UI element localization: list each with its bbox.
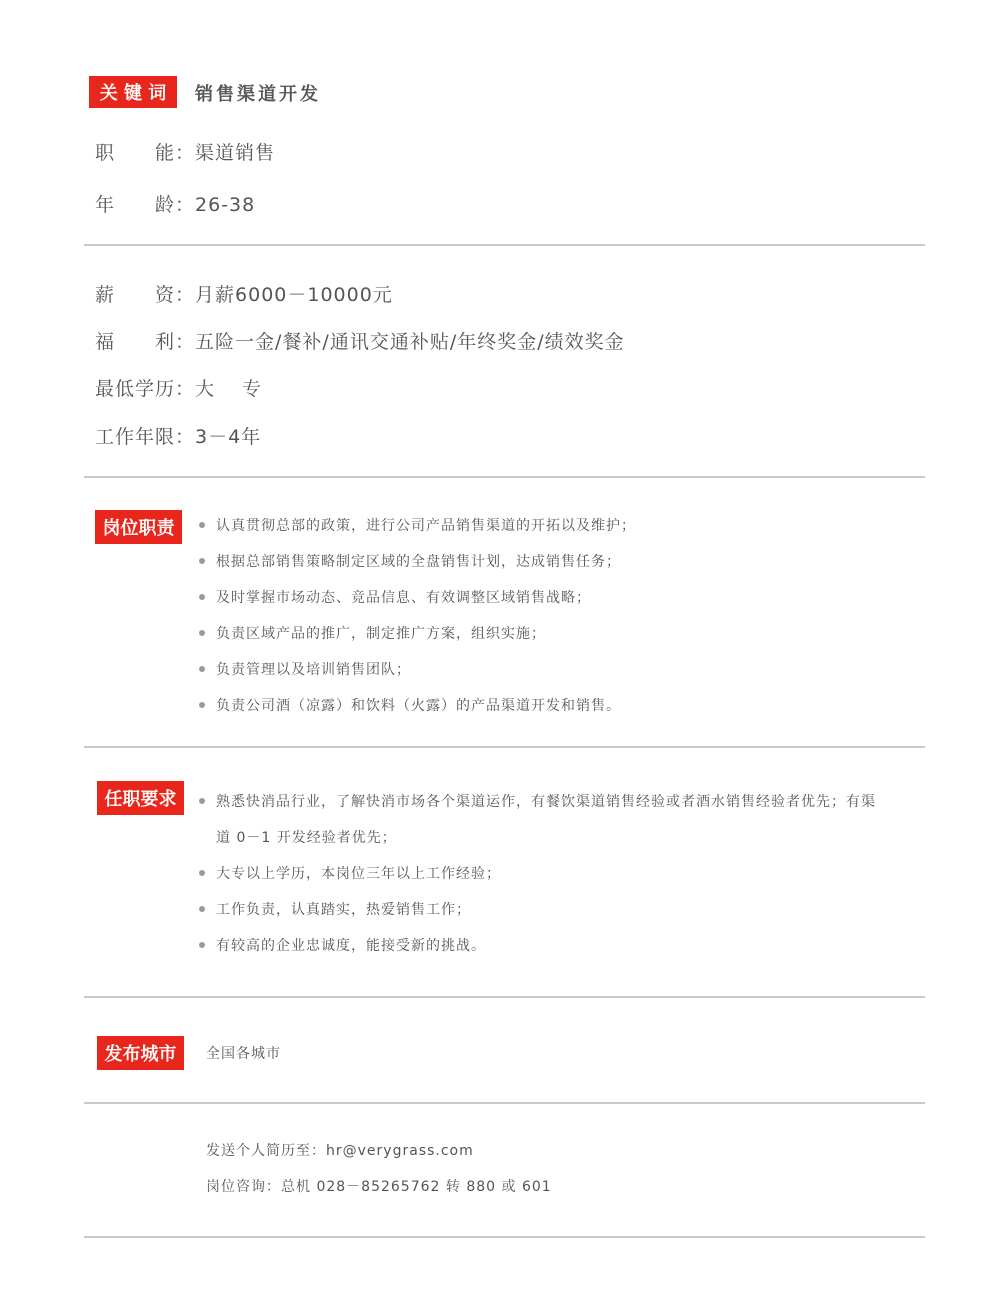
- requirements-tag: 任职要求: [97, 781, 184, 815]
- duties-tag: 岗位职责: [95, 510, 182, 544]
- info-label: 福 利：: [95, 331, 196, 353]
- info-row-age: [95, 190, 255, 217]
- info-row-benefits: [95, 327, 625, 354]
- list-item: 负责管理以及培训销售团队；: [198, 652, 898, 688]
- info-row-experience: [95, 422, 261, 449]
- resume-email-text: 发送个人简历至：hr@verygrass.com: [206, 1143, 474, 1159]
- info-row-function: [95, 138, 275, 165]
- info-label: 最低学历：: [95, 378, 196, 400]
- city-tag: 发布城市: [97, 1036, 184, 1070]
- keyword-tag: 关 键 词: [89, 76, 177, 108]
- info-row-salary: [95, 280, 393, 307]
- divider: [84, 1102, 925, 1104]
- divider: [84, 996, 925, 998]
- list-item: 负责区域产品的推广，制定推广方案，组织实施；: [198, 616, 898, 652]
- list-item: 工作负责，认真踏实，热爱销售工作；: [198, 892, 888, 928]
- info-label: 职 能：: [95, 142, 196, 164]
- divider: [84, 476, 925, 478]
- info-value: 五险一金/餐补/通讯交通补贴/年终奖金/绩效奖金: [195, 331, 625, 353]
- info-row-education: [95, 374, 262, 401]
- list-item: 有较高的企业忠诚度，能接受新的挑战。: [198, 928, 888, 964]
- divider: [84, 746, 925, 748]
- list-item: 大专以上学历，本岗位三年以上工作经验；: [198, 856, 888, 892]
- divider: [84, 1236, 925, 1238]
- list-item: 及时掌握市场动态、竞品信息、有效调整区域销售战略；: [198, 580, 898, 616]
- info-label: 年 龄：: [95, 194, 196, 216]
- consult-phone-text: 岗位咨询：总机 028－85265762 转 880 或 601: [206, 1179, 552, 1195]
- info-value: 渠道销售: [195, 142, 276, 164]
- divider: [84, 244, 925, 246]
- info-value: 26-38: [195, 194, 256, 216]
- info-value: 月薪6000－10000元: [195, 284, 393, 306]
- list-item: 负责公司酒（凉露）和饮料（火露）的产品渠道开发和销售。: [198, 688, 898, 724]
- city-value: 全国各城市: [206, 1046, 281, 1062]
- info-label: 薪 资：: [95, 284, 196, 306]
- info-value: 大 专: [195, 378, 263, 400]
- list-item: 认真贯彻总部的政策，进行公司产品销售渠道的开拓以及维护；: [198, 508, 898, 544]
- info-label: 工作年限：: [95, 426, 196, 448]
- keyword-value: 销售渠道开发: [195, 84, 321, 105]
- list-item: 熟悉快消品行业，了解快消市场各个渠道运作，有餐饮渠道销售经验或者酒水销售经验者优先；有渠道 0－1 开发经验者优先；: [198, 784, 888, 856]
- list-item: 根据总部销售策略制定区域的全盘销售计划，达成销售任务；: [198, 544, 898, 580]
- duties-list: [198, 508, 898, 724]
- requirements-list: [198, 784, 888, 964]
- info-value: 3－4年: [195, 426, 262, 448]
